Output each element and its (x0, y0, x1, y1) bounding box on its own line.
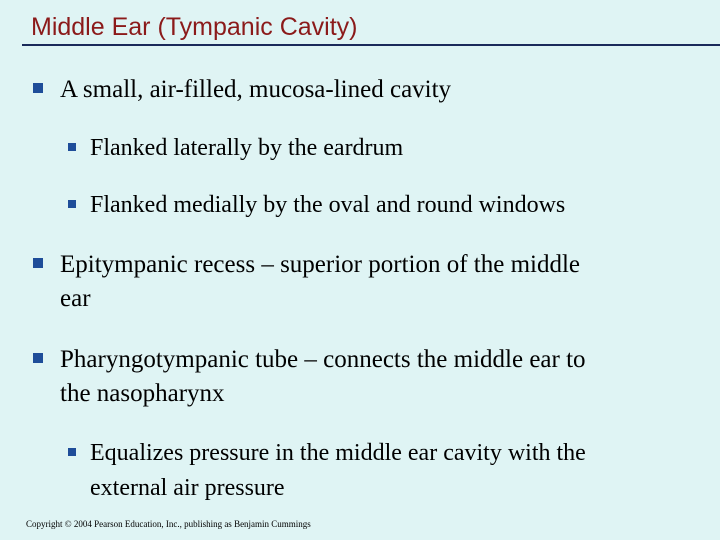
bullet-line: Flanked medially by the oval and round windows (90, 192, 566, 218)
bullet-line: the nasopharynx (60, 380, 225, 407)
square-bullet-icon (33, 258, 43, 268)
square-bullet-icon (33, 353, 43, 363)
bullet-item-epitympanic-recess (33, 248, 580, 316)
bullet-text (60, 248, 580, 316)
bullet-line: external air pressure (90, 475, 285, 501)
bullet-item-air-filled-cavity (33, 73, 451, 107)
slide-title: Middle Ear (Tympanic Cavity) (31, 13, 358, 41)
square-bullet-icon (68, 448, 76, 456)
copyright-notice: Copyright © 2004 Pearson Education, Inc., publishing as Benjamin Cummings (26, 519, 311, 529)
bullet-item-pharyngotympanic-tube (33, 343, 586, 411)
sub-bullet-item-medially (68, 188, 565, 223)
bullet-text (60, 73, 451, 107)
bullet-text (60, 343, 586, 411)
bullet-line: Equalizes pressure in the middle ear cavity with the (90, 440, 586, 466)
bullet-line: Epitympanic recess – superior portion of the middle (60, 251, 581, 278)
bullet-line: ear (60, 285, 91, 312)
square-bullet-icon (68, 143, 76, 151)
square-bullet-icon (33, 83, 43, 93)
sub-bullet-item-equalizes-pressure (68, 436, 586, 506)
bullet-line: A small, air-filled, mucosa-lined cavity (60, 76, 452, 103)
bullet-line: Flanked laterally by the eardrum (90, 135, 404, 161)
sub-bullet-item-laterally (68, 131, 403, 166)
bullet-text (90, 131, 403, 166)
bullet-text (90, 436, 586, 506)
bullet-text (90, 188, 565, 223)
title-divider (22, 44, 720, 46)
square-bullet-icon (68, 200, 76, 208)
bullet-line: Pharyngotympanic tube – connects the middle ear to (60, 346, 586, 373)
